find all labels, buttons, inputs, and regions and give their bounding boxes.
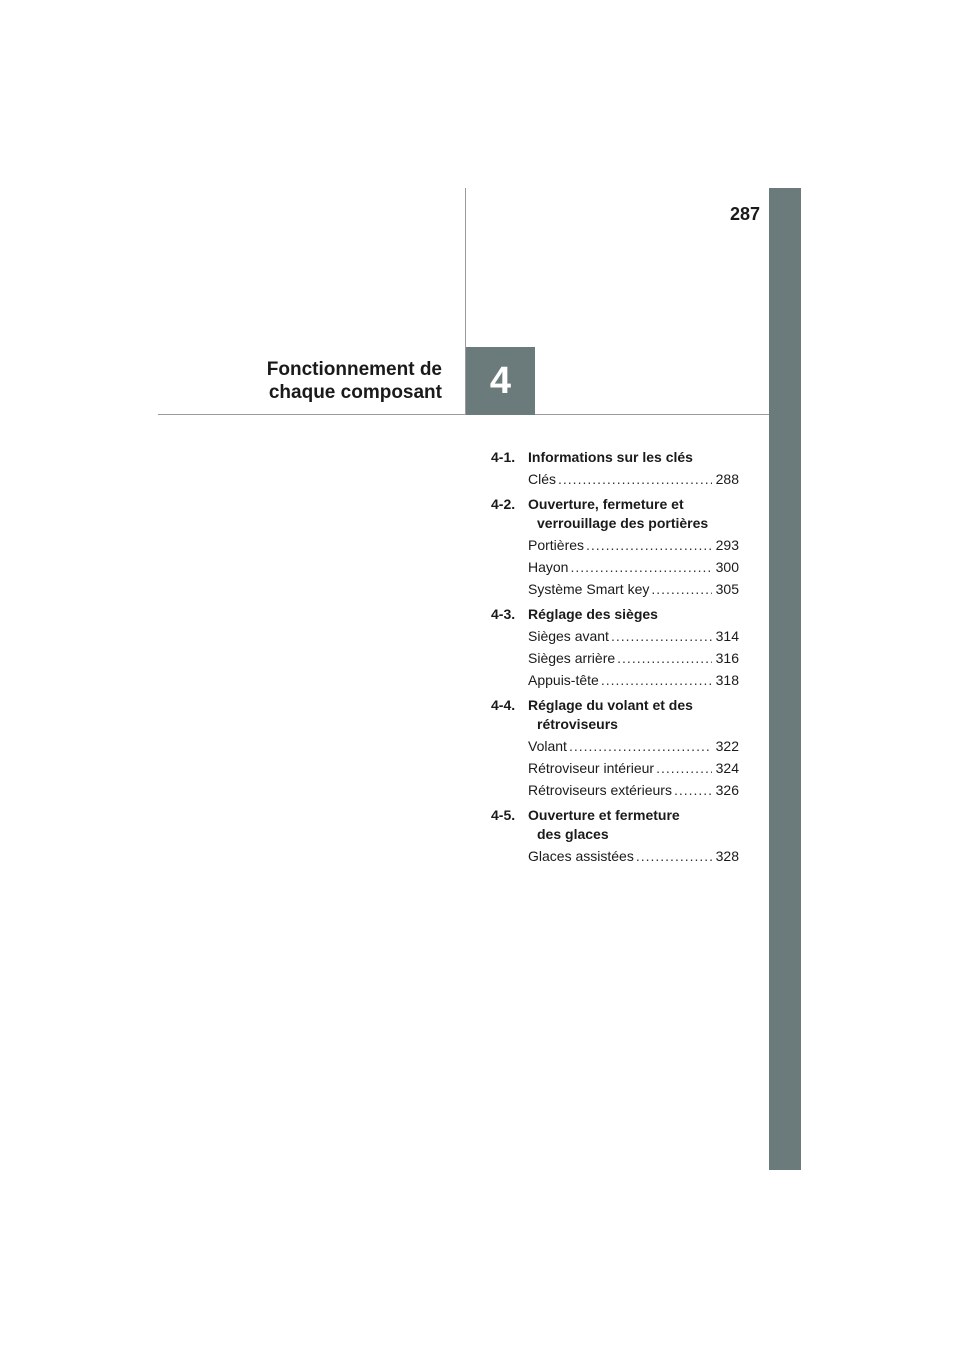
table-of-contents — [491, 448, 739, 872]
toc-entry-label: Hayon — [528, 559, 569, 575]
toc-entry-page: 300 — [715, 559, 739, 575]
toc-entry-page: 314 — [715, 628, 739, 644]
toc-entry-page: 316 — [715, 650, 739, 666]
section-title-line: Réglage des sièges — [528, 606, 658, 622]
chapter-title-line: Fonctionnement de — [266, 359, 442, 380]
dot-leader — [569, 737, 712, 756]
toc-section-heading — [491, 605, 739, 624]
toc-entry-page: 288 — [715, 471, 739, 487]
toc-entry-label: Système Smart key — [528, 581, 650, 597]
section-title-line: Réglage du volant et des — [528, 697, 693, 713]
toc-section — [491, 448, 739, 489]
section-title — [528, 806, 680, 844]
chapter-title — [267, 358, 442, 404]
chapter-side-tab — [769, 188, 801, 1170]
toc-entry[interactable] — [528, 558, 739, 577]
toc-entry[interactable] — [528, 847, 739, 866]
toc-entry[interactable] — [528, 649, 739, 668]
chapter-title-line: chaque composant — [268, 382, 442, 403]
toc-entry[interactable] — [528, 580, 739, 599]
toc-entry-page: 326 — [715, 782, 739, 798]
section-number: 4-1. — [491, 449, 516, 465]
toc-entry-page: 318 — [715, 672, 739, 688]
dot-leader — [651, 580, 711, 599]
section-title-line: Ouverture et fermeture — [528, 807, 680, 823]
dot-leader — [601, 671, 712, 690]
toc-entry[interactable] — [528, 470, 739, 489]
dot-leader — [586, 536, 712, 555]
dot-leader — [656, 759, 712, 778]
toc-entry-label: Volant — [528, 738, 567, 754]
toc-entry-label: Portières — [528, 537, 585, 553]
toc-section-heading — [491, 696, 739, 734]
section-title-line: Ouverture, fermeture et — [528, 496, 684, 512]
toc-entry-label: Clés — [528, 471, 557, 487]
toc-section — [491, 806, 739, 866]
section-title-line: verrouillage des portières — [537, 515, 709, 531]
dot-leader — [636, 847, 712, 866]
section-number: 4-2. — [491, 496, 516, 512]
section-number: 4-4. — [491, 697, 516, 713]
dot-leader — [617, 649, 711, 668]
section-title — [528, 495, 708, 533]
toc-entry-page: 322 — [715, 738, 739, 754]
toc-entry-label: Sièges avant — [528, 628, 609, 644]
section-number: 4-3. — [491, 606, 516, 622]
section-title-line: des glaces — [537, 826, 609, 842]
dot-leader — [570, 558, 711, 577]
toc-entry[interactable] — [528, 737, 739, 756]
toc-entry-page: 324 — [715, 760, 739, 776]
toc-entry-page: 328 — [715, 848, 739, 864]
toc-entry-label: Rétroviseurs extérieurs — [528, 782, 672, 798]
toc-entry-page: 305 — [715, 581, 739, 597]
toc-entry[interactable] — [528, 536, 739, 555]
toc-entry[interactable] — [528, 627, 739, 646]
toc-entry-page: 293 — [715, 537, 739, 553]
toc-section-heading — [491, 806, 739, 844]
section-title-line: rétroviseurs — [537, 716, 618, 732]
toc-entry-label: Glaces assistées — [528, 848, 634, 864]
toc-section — [491, 495, 739, 599]
page-number: 287 — [729, 204, 760, 224]
chapter-number-badge: 4 — [466, 347, 535, 415]
toc-entry-label: Rétroviseur intérieur — [528, 760, 655, 776]
toc-entry[interactable] — [528, 759, 739, 778]
toc-section-heading — [491, 448, 739, 467]
section-title — [528, 448, 693, 467]
section-number: 4-5. — [491, 807, 516, 823]
horizontal-rule — [158, 414, 769, 415]
dot-leader — [558, 470, 712, 489]
section-title-line: Informations sur les clés — [528, 449, 693, 465]
dot-leader — [611, 627, 712, 646]
section-title — [528, 605, 658, 624]
toc-entry[interactable] — [528, 671, 739, 690]
toc-entry[interactable] — [528, 781, 739, 800]
toc-section — [491, 605, 739, 690]
toc-entry-label: Sièges arrière — [528, 650, 616, 666]
toc-section — [491, 696, 739, 800]
section-title — [528, 696, 693, 734]
dot-leader — [674, 781, 712, 800]
toc-section-heading — [491, 495, 739, 533]
toc-entry-label: Appuis-tête — [528, 672, 599, 688]
